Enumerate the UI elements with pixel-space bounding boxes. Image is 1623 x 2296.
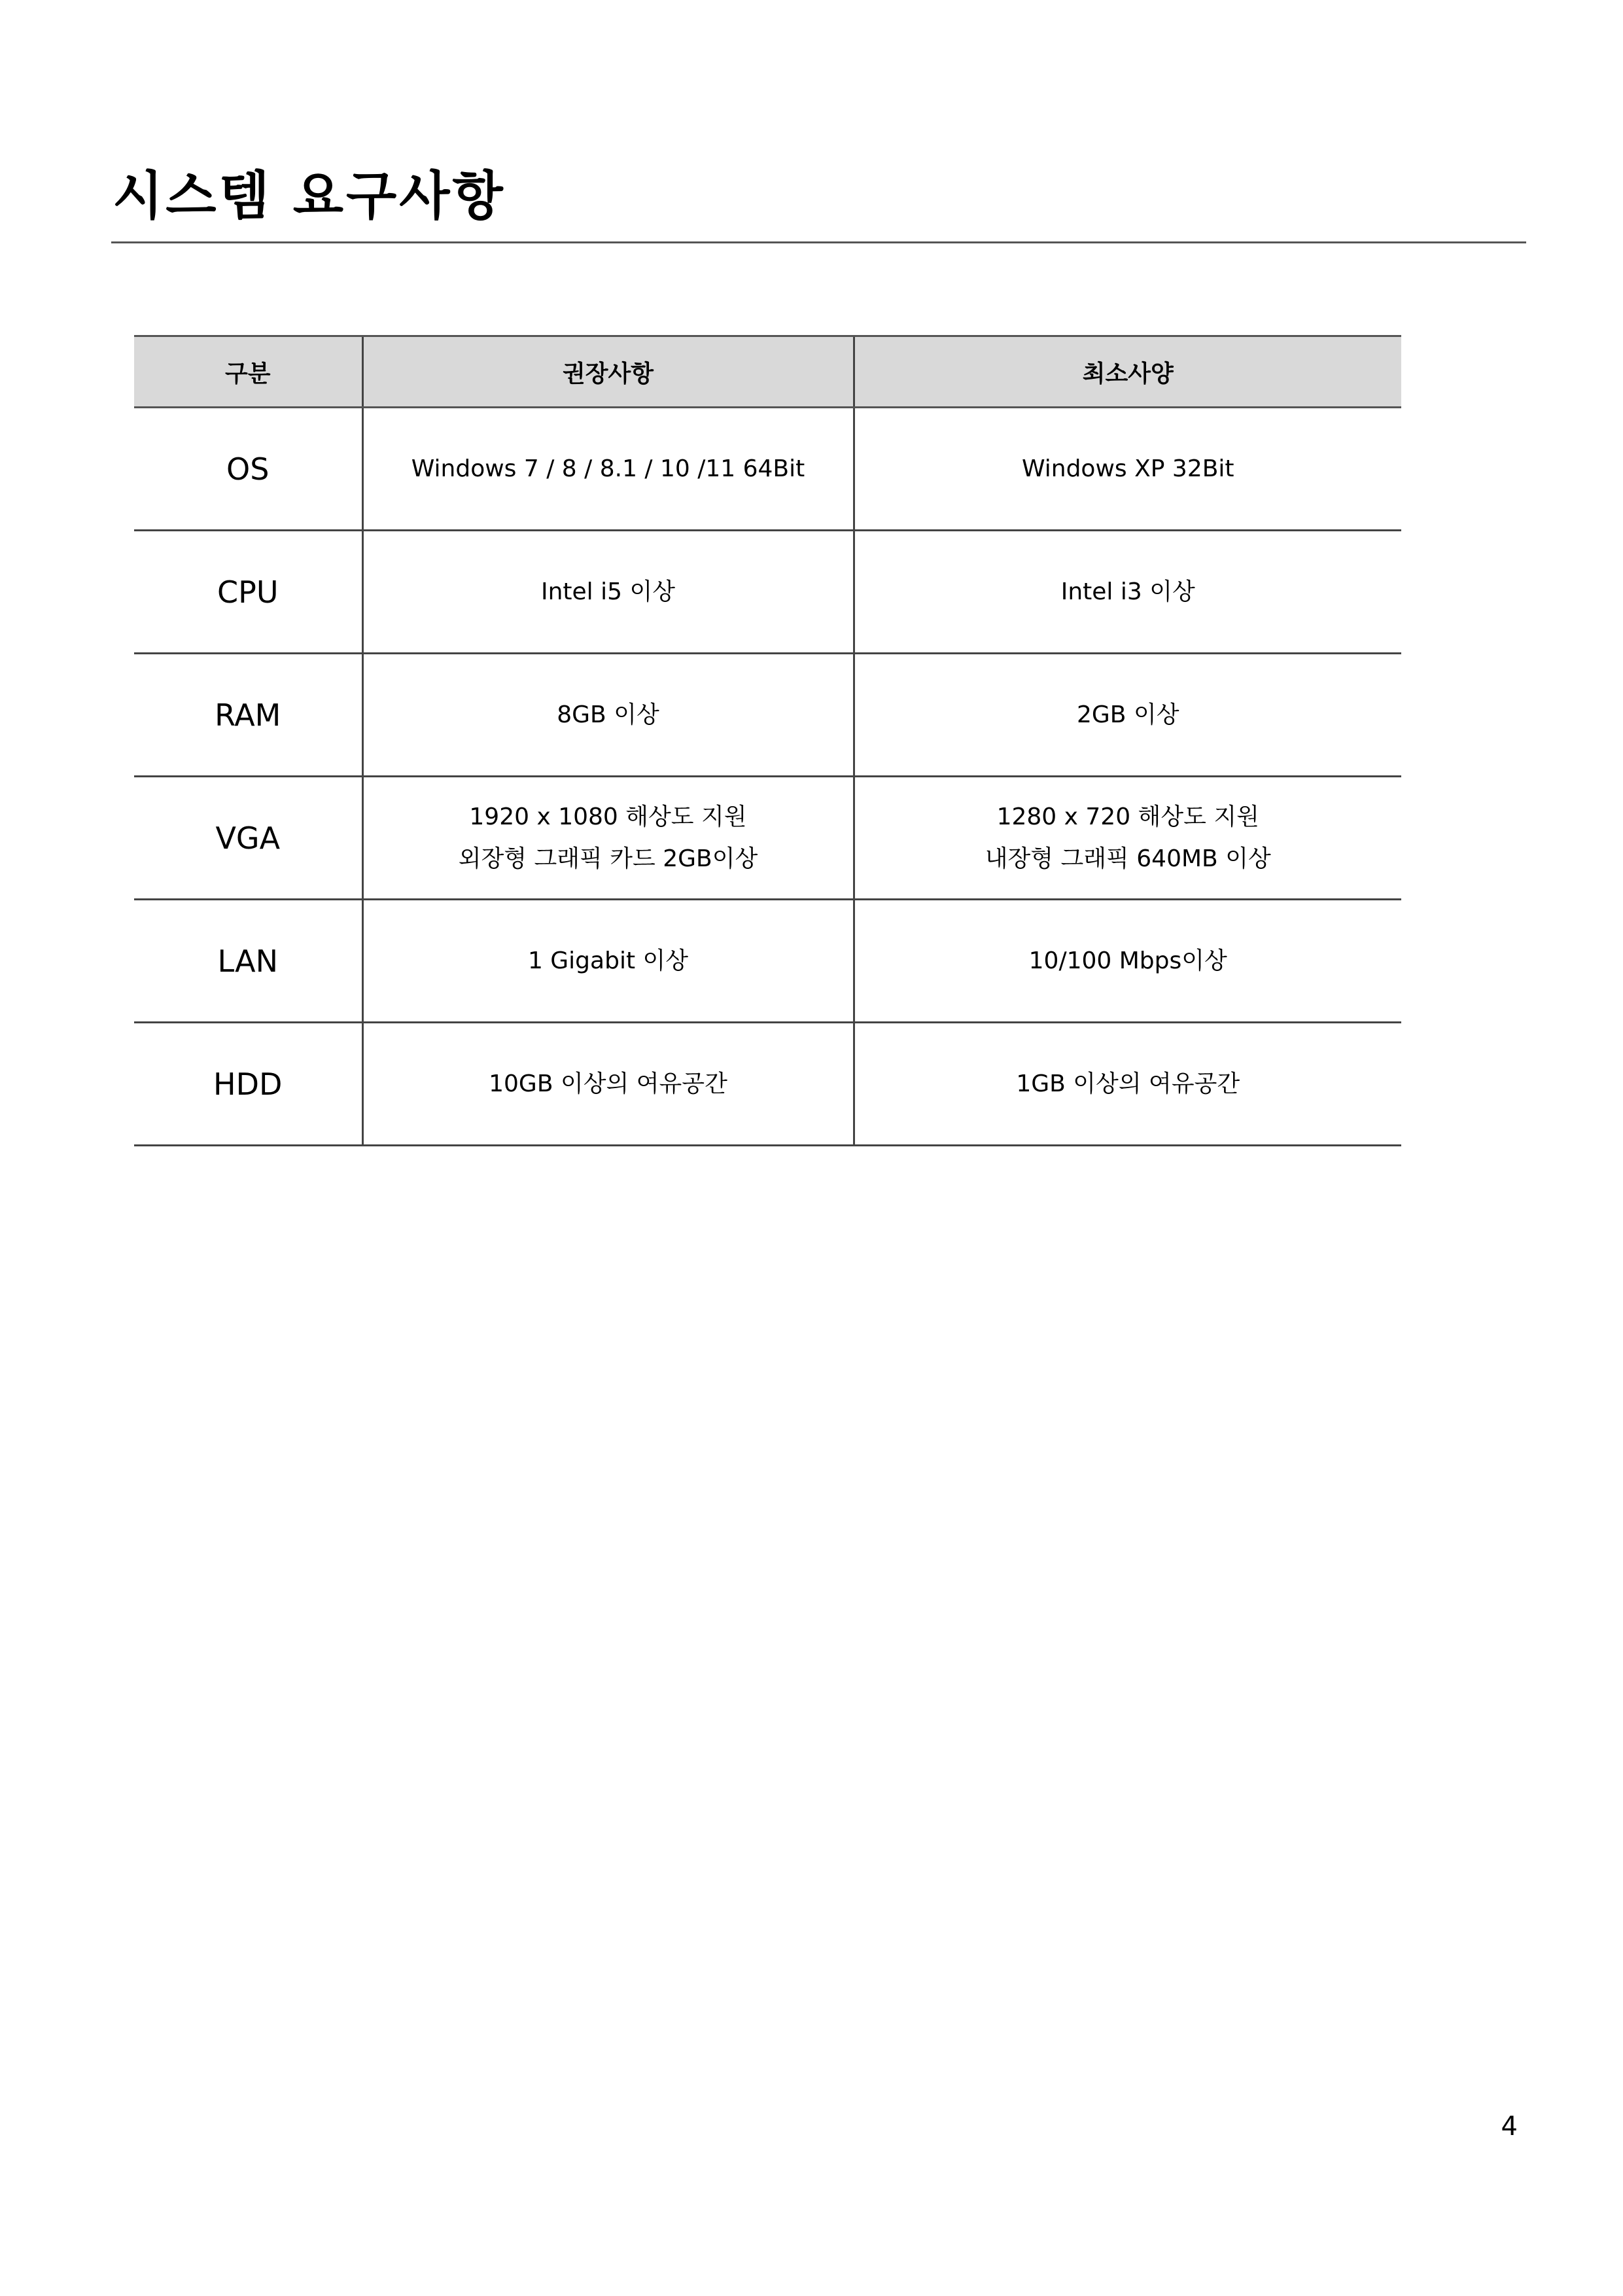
header-category: 구분 [134, 336, 362, 408]
row-category: OS [134, 408, 362, 531]
row-category: VGA [134, 777, 362, 900]
row-category: LAN [134, 900, 362, 1023]
cell-text: Intel i5 이상 [540, 578, 676, 605]
page-number: 4 [1501, 2111, 1518, 2142]
table-header-row [134, 336, 1401, 408]
row-minimum [854, 531, 1401, 654]
cell-text: 1GB 이상의 여유공간 [1016, 1070, 1240, 1097]
cell-text: Windows 7 / 8 / 8.1 / 10 /11 64Bit [411, 455, 805, 482]
cell-text: 8GB 이상 [557, 701, 659, 728]
row-minimum [854, 654, 1401, 777]
row-category: RAM [134, 654, 362, 777]
table-row [134, 408, 1401, 531]
row-minimum [854, 1023, 1401, 1146]
system-requirements-table [134, 335, 1401, 1146]
row-recommended [362, 777, 854, 900]
row-recommended [362, 900, 854, 1023]
row-minimum [854, 900, 1401, 1023]
table-row [134, 777, 1401, 900]
cell-text: Windows XP 32Bit [1021, 455, 1234, 482]
cell-text: 내장형 그래픽 640MB 이상 [985, 845, 1271, 872]
table-row [134, 531, 1401, 654]
table-row [134, 1023, 1401, 1146]
row-minimum [854, 408, 1401, 531]
row-recommended [362, 408, 854, 531]
cell-text: 1920 x 1080 해상도 지원 [469, 803, 747, 830]
header-recommended: 권장사항 [362, 336, 854, 408]
cell-text: 1 Gigabit 이상 [527, 947, 689, 974]
cell-text: Intel i3 이상 [1060, 578, 1195, 605]
header-minimum: 최소사양 [854, 336, 1401, 408]
cell-text: 1280 x 720 해상도 지원 [996, 803, 1259, 830]
cell-text: 10/100 Mbps이상 [1028, 947, 1227, 974]
row-minimum [854, 777, 1401, 900]
title-divider [111, 241, 1526, 243]
row-recommended [362, 654, 854, 777]
page-title: 시스템 요구사항 [113, 166, 506, 226]
row-category: HDD [134, 1023, 362, 1146]
cell-text: 10GB 이상의 여유공간 [489, 1070, 727, 1097]
table-row [134, 900, 1401, 1023]
row-category: CPU [134, 531, 362, 654]
cell-text: 2GB 이상 [1077, 701, 1179, 728]
cell-text: 외장형 그래픽 카드 2GB이상 [458, 845, 758, 872]
row-recommended [362, 531, 854, 654]
table-row [134, 654, 1401, 777]
row-recommended [362, 1023, 854, 1146]
